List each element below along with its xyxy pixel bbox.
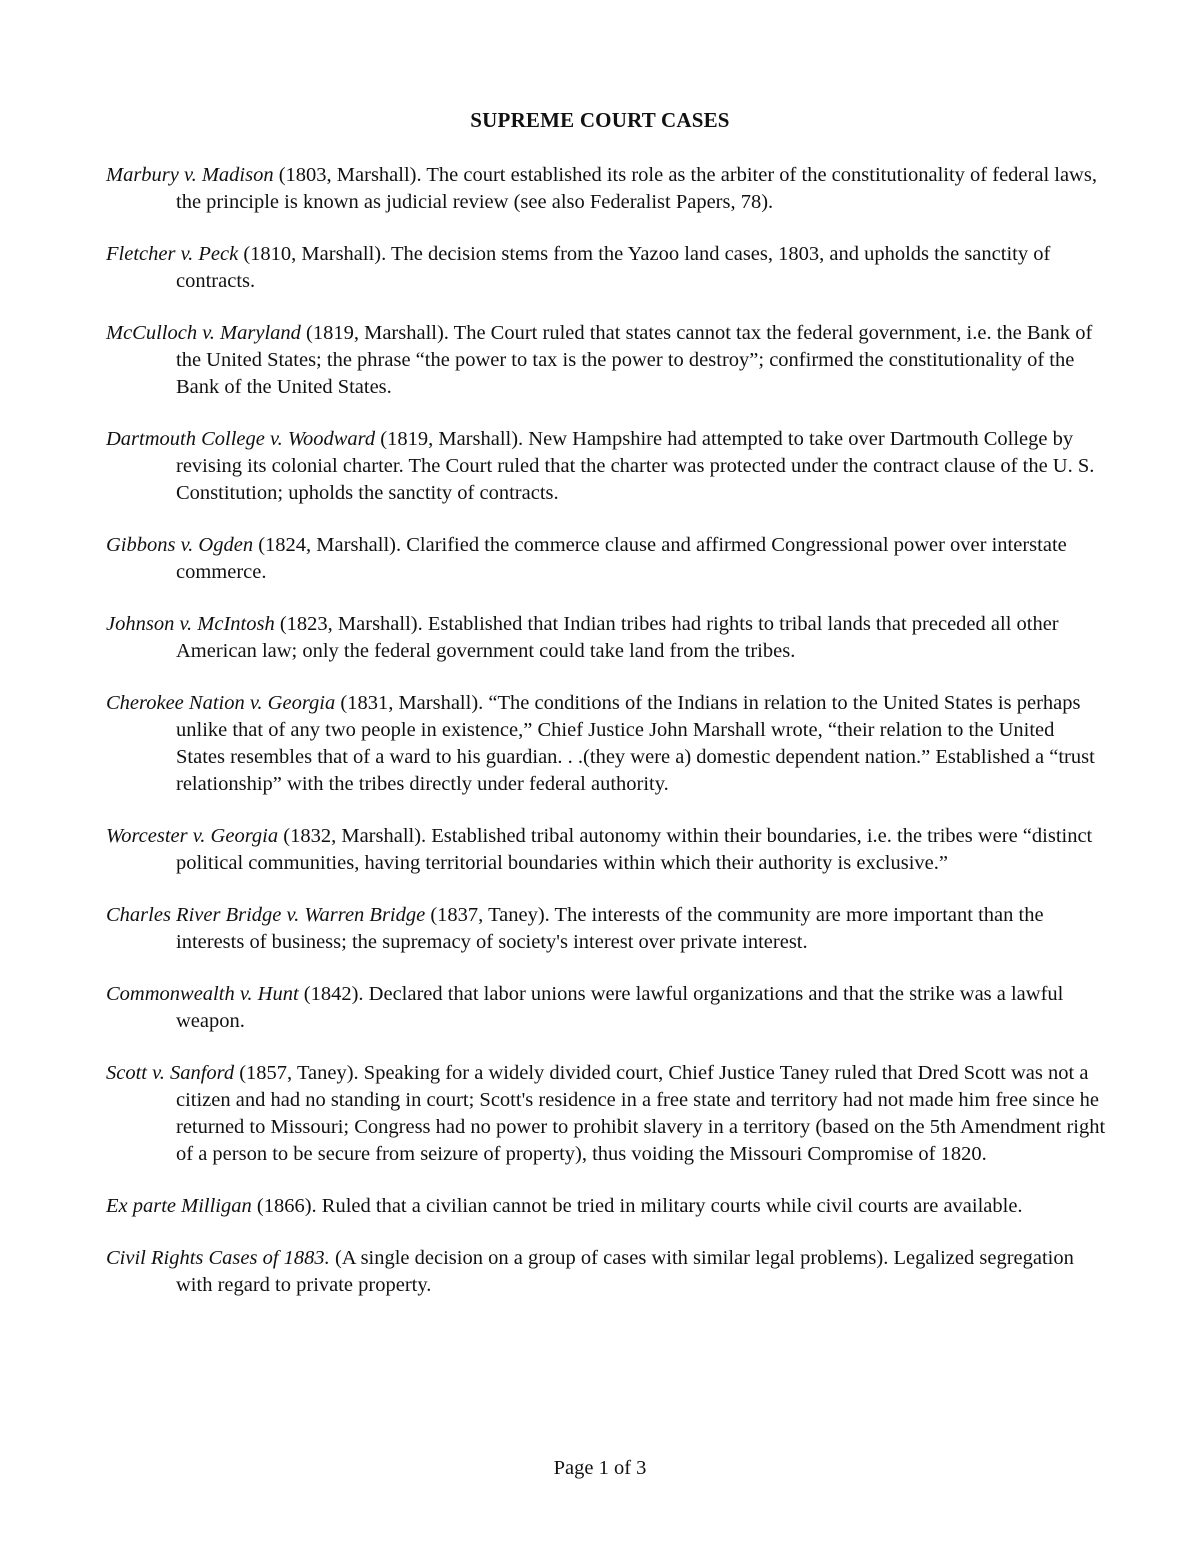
case-description: (A single decision on a group of cases with similar legal problems). Legalized segregation with regard to private property. [176,1247,1074,1296]
case-description: (1823, Marshall). Established that Indian tribes had rights to tribal lands that preceded all other American law; only the federal government could take land from the tribes. [176,613,1059,662]
case-list [106,162,1106,1324]
page-title: SUPREME COURT CASES [470,108,730,132]
case-description: (1803, Marshall). The court established its role as the arbiter of the constitutionality of federal laws, the principle is known as judicial review (see also Federalist Papers, 78). [176,164,1097,213]
case-entry [106,426,1106,507]
case-entry [106,532,1106,586]
case-entry [106,1245,1106,1299]
case-name: Worcester v. Georgia [106,825,279,847]
case-name: Gibbons v. Ogden [106,534,254,556]
case-name: Dartmouth College v. Woodward [106,428,376,450]
case-entry [106,1060,1106,1168]
case-description: (1831, Marshall). “The conditions of the Indians in relation to the United States is perhaps unlike that of any two people in existence,” Chief Justice John Marshall wrote, “their relation to the United States resembles that of a ward to his guardian. . .(they were a) domestic dependent nation.” Established a “trust relationship” with the tribes directly under federal authority. [176,692,1095,795]
case-description: (1837, Taney). The interests of the community are more important than the interests of business; the supremacy of society's interest over private interest. [176,904,1044,953]
case-description: (1810, Marshall). The decision stems from the Yazoo land cases, 1803, and upholds the sanctity of contracts. [176,243,1051,292]
case-name: Cherokee Nation v. Georgia [106,692,336,714]
case-name: McCulloch v. Maryland [106,322,301,344]
case-entry [106,611,1106,665]
case-description: (1832, Marshall). Established tribal autonomy within their boundaries, i.e. the tribes were “distinct political communities, having territorial boundaries within which their authority is exclusive.” [176,825,1093,874]
case-name: Commonwealth v. Hunt [106,983,299,1005]
case-entry [106,1193,1106,1220]
case-name: Fletcher v. Peck [106,243,239,265]
case-description: (1866). Ruled that a civilian cannot be tried in military courts while civil courts are available. [251,1195,1023,1217]
case-entry [106,320,1106,401]
case-description: (1842). Declared that labor unions were lawful organizations and that the strike was a lawful weapon. [176,983,1064,1032]
case-entry [106,902,1106,956]
case-entry [106,162,1106,216]
case-name: Johnson v. McIntosh [106,613,275,635]
case-description: (1819, Marshall). New Hampshire had attempted to take over Dartmouth College by revising its colonial charter. The Court ruled that the charter was protected under the contract clause of the U. S. Constitution; upholds the sanctity of contracts. [176,428,1095,504]
case-description: (1857, Taney). Speaking for a widely divided court, Chief Justice Taney ruled that Dred Scott was not a citizen and had no standing in court; Scott's residence in a free state and territory had not made him free since he returned to Missouri; Congress had no power to prohibit slavery in a territory (based on the 5th Amendment right of a person to be secure from seizure of property), thus voiding the Missouri Compromise of 1820. [176,1062,1106,1165]
case-name: Scott v. Sanford [106,1062,235,1084]
page-number: Page 1 of 3 [553,1457,647,1479]
case-entry [106,690,1106,798]
case-entry [106,981,1106,1035]
case-name: Ex parte Milligan [106,1195,252,1217]
case-name: Civil Rights Cases of 1883. [106,1247,330,1269]
case-name: Marbury v. Madison [106,164,274,186]
case-entry [106,823,1106,877]
case-description: (1824, Marshall). Clarified the commerce clause and affirmed Congressional power over interstate commerce. [176,534,1067,583]
case-name: Charles River Bridge v. Warren Bridge [106,904,426,926]
case-entry [106,241,1106,295]
case-description: (1819, Marshall). The Court ruled that states cannot tax the federal government, i.e. the Bank of the United States; the phrase “the power to tax is the power to destroy”; confirmed the constitutionality of the Bank of the United States. [176,322,1093,398]
